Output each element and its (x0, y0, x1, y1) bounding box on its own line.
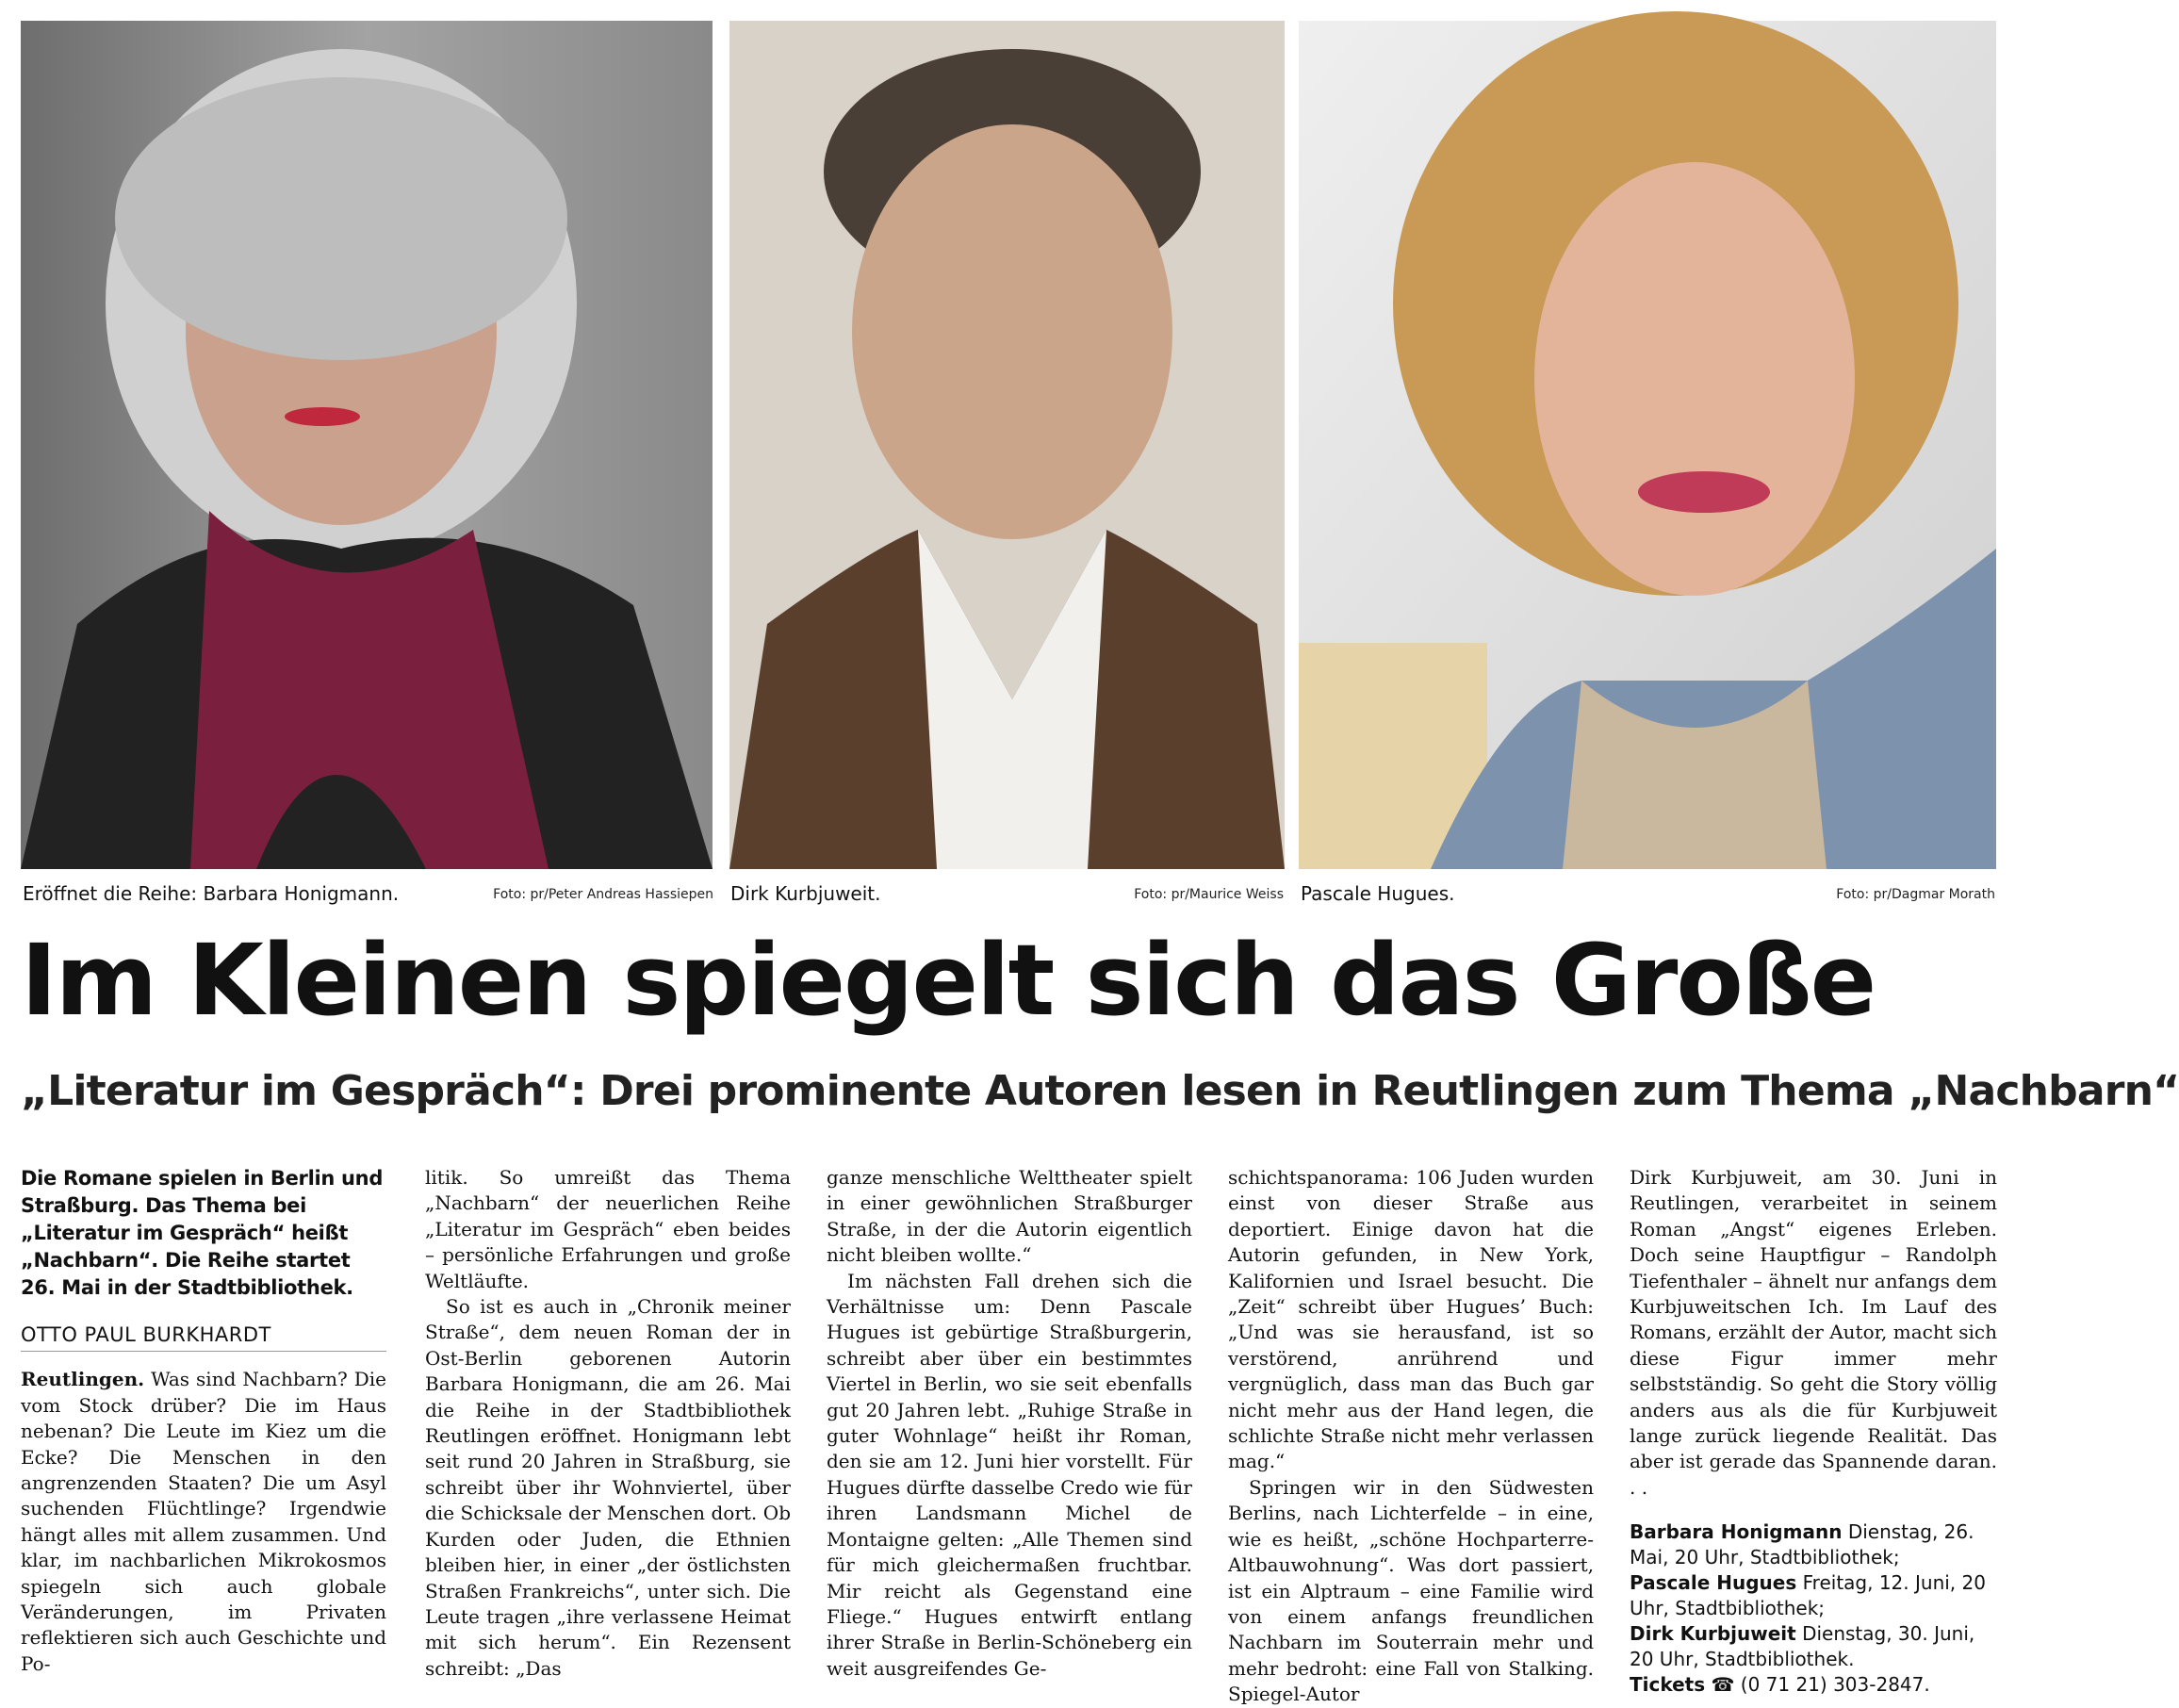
paragraph (21, 1367, 386, 1677)
event-date-item (1630, 1519, 1997, 1570)
article-column-1 (21, 1165, 386, 1677)
paragraph: So ist es auch in „Chronik meiner Straße“, dem neuen Roman der in Ost-Berlin geborenen Autorin Barbara Honigmann, die am 26. Mai die Reihe in der Stadtbibliothek Reutlingen eröffnet. Honigmann lebt seit rund 20 Jahren in Straßburg, sie schreibt über ihr Wohnviertel, über die Schicksale der Menschen dort. Ob Kurden oder Juden, die Ethnien bleiben hier, in einer „der östlichsten Straßen Frankreichs“, unter sich. Die Leute tragen „ihre verlassene Heimat mit sich herum“. Ein Rezensent schreibt: „Das (425, 1295, 791, 1680)
article-column-5 (1630, 1165, 1997, 1698)
paragraph: Dirk Kurbjuweit, am 30. Juni in Reutlingen, verarbeitet in seinem Roman „Angst“ eigenes Erleben. Doch seine Hauptfigur – Randolph Tiefenthaler – ähnelt nur anfangs dem Kurbjuweitschen Ich. Im Lauf des Romans, erzählt der Autor, macht sich diese Figur immer mehr selbstständig. So geht die Story völlig anders aus als die für Kurbjuweit lange zurück liegende Realität. Das aber ist gerade das Spannende daran. . . (1630, 1166, 1997, 1499)
event-info: Freitag, 12. Juni, 20 Uhr, Stadtbibliothek; (1630, 1571, 1986, 1620)
event-info: Dienstag, 30. Juni, 20 Uhr, Stadtbibliothek. (1630, 1622, 1975, 1671)
photo-credit: Foto: pr/Maurice Weiss (1134, 887, 1284, 902)
paragraph: Springen wir in den Südwesten Berlins, nach Lichterfelde – in eine, wie es heißt, „schöne Hochparterre-Altbauwohnung“. Was dort passiert, ist ein Alptraum – eine Familie wird von einem anfangs freundlichen Nachbarn im Souterrain mehr und mehr bedroht: eine Fall von Stalking. Spiegel-Autor (1228, 1475, 1594, 1706)
photo-pascale-hugues (1299, 21, 1996, 869)
photo-barbara-honigmann (21, 21, 713, 869)
paragraph: Im nächsten Fall drehen sich die Verhältnisse um: Denn Pascale Hugues ist gebürtige Straßburgerin, schreibt aber über ein bestimmtes Viertel in Berlin, wo sie seit ebenfalls gut 20 Jahren lebt. „Ruhige Straße in guter Wohnlage“ heißt ihr Roman, den sie am 12. Juni hier vorstellt. Für Hugues dürfte dasselbe Credo wie für ihren Landsmann Michel de Montaigne gelten: „Alle Themen sind für mich gleichermaßen fruchtbar. Mir reicht als Gegenstand eine Fliege.“ Hugues entwirft entlang ihrer Straße in Berlin-Schöneberg ein weit ausgreifendes Ge- (827, 1269, 1192, 1680)
tickets-label: Tickets (1630, 1673, 1706, 1697)
paragraph-text: Was sind Nachbarn? Die vom Stock drüber? Die im Haus nebenan? Die Leute im Kiez um die Ecke? Die Menschen in den angrenzenden Staaten? Die um Asyl suchenden Flüchtlinge? Irgendwie hängt alles mit allem zusammen. Und klar, im nachbarlichen Mikrokosmos spiegeln sich auch globale Veränderungen, im Privaten reflektieren sich auch Geschichte und Po- (21, 1368, 386, 1675)
tickets-info (1630, 1672, 1997, 1698)
event-date-item (1630, 1570, 1997, 1621)
paragraph: litik. So umreißt das Thema „Nachbarn“ der neuerlichen Reihe „Literatur im Gespräch“ eben beides – persönliche Erfahrungen und große Weltläufte. (425, 1166, 791, 1292)
article-column-3 (827, 1165, 1192, 1682)
paragraph: schichtspanorama: 106 Juden wurden einst von dieser Straße aus deportiert. Einige davon hat die Autorin gefunden, in New York, Kalifornien und Israel besucht. Die „Zeit“ schreibt über Hugues’ Buch: „Und was sie herausfand, ist so verstörend, anrührend und vergnüglich, dass man das Buch gar nicht mehr aus der Hand legen, die schlichte Straße nicht mehr verlassen mag.“ (1228, 1166, 1594, 1473)
event-dates (1630, 1519, 1997, 1698)
photo-caption: Pascale Hugues. (1301, 882, 1455, 905)
byline: OTTO PAUL BURKHARDT (21, 1322, 386, 1352)
event-info: Dienstag, 26. Mai, 20 Uhr, Stadtbibliothek; (1630, 1520, 1974, 1569)
article-column-2 (425, 1165, 791, 1682)
article-column-4 (1228, 1165, 1594, 1708)
event-author: Barbara Honigmann (1630, 1520, 1843, 1544)
subheadline: „Literatur im Gespräch“: Drei prominente Autoren lesen in Reutlingen zum Thema „Nachbarn“ (21, 1067, 2179, 1115)
photo-credit: Foto: pr/Dagmar Morath (1836, 887, 1995, 902)
photo-credit: Foto: pr/Peter Andreas Hassiepen (493, 887, 713, 902)
dateline: Reutlingen. (21, 1368, 145, 1391)
photo-caption: Eröffnet die Reihe: Barbara Honigmann. (23, 882, 400, 905)
paragraph: ganze menschliche Welttheater spielt in einer gewöhnlichen Straßburger Straße, in der die Autorin eigentlich nicht bleiben wollte.“ (827, 1166, 1192, 1267)
photo-caption: Dirk Kurbjuweit. (730, 882, 881, 905)
event-author: Pascale Hugues (1630, 1571, 1797, 1595)
photo-dirk-kurbjuweit (729, 21, 1285, 869)
tickets-phone: ☎ (0 71 21) 303-2847. (1711, 1673, 1930, 1697)
event-date-item (1630, 1621, 1997, 1672)
intro-text: Die Romane spielen in Berlin und Straßburg. Das Thema bei „Literatur im Gespräch“ heißt „Nachbarn“. Die Reihe startet 26. Mai in der Stadtbibliothek. (21, 1167, 384, 1299)
headline: Im Kleinen spiegelt sich das Große (21, 923, 1876, 1038)
event-author: Dirk Kurbjuweit (1630, 1622, 1796, 1646)
